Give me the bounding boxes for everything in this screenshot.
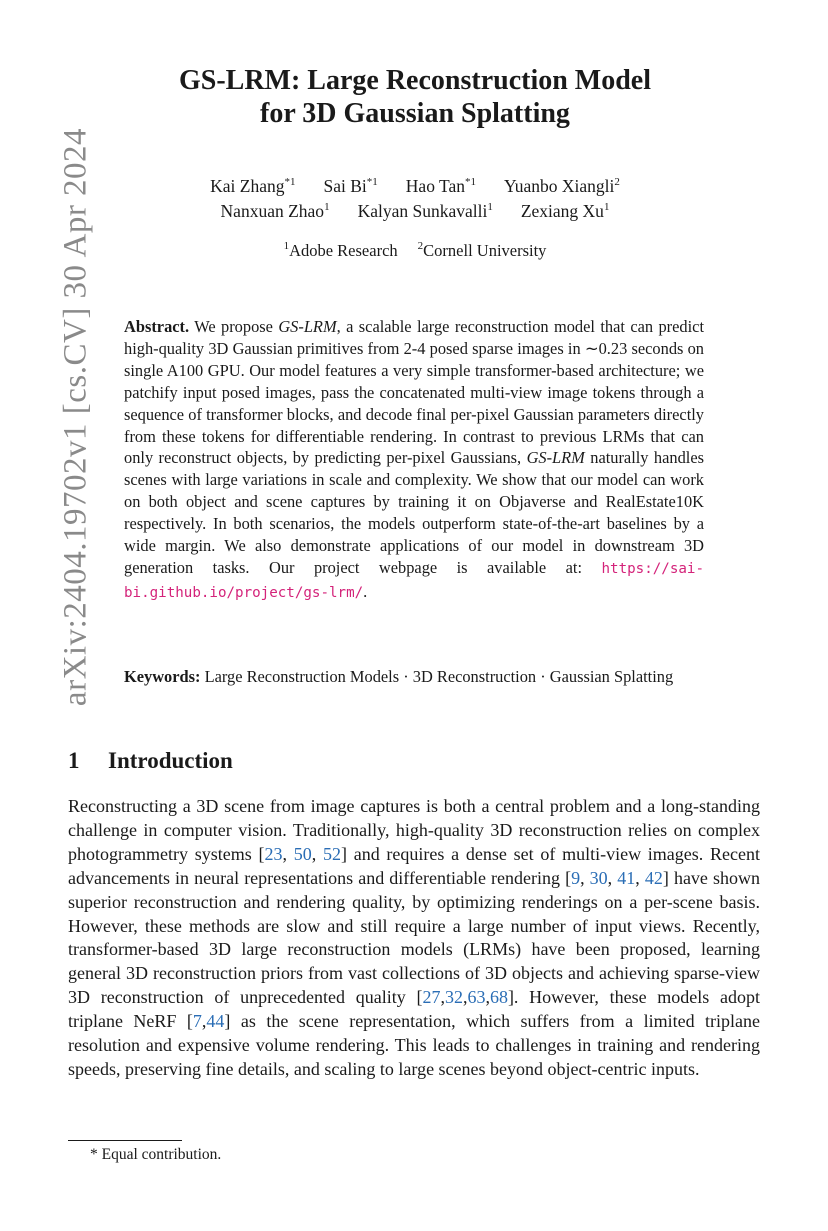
author-name: Yuanbo Xiangli [504,176,615,196]
citation[interactable]: 63 [467,987,486,1008]
keywords-label: Keywords: [124,667,201,686]
citation[interactable]: 44 [206,1011,225,1032]
abstract-text: . [363,581,368,601]
paragraph-text: ]. However, these models adopt triplane NeRF [ [68,987,760,1032]
introduction-paragraph: Reconstructing a 3D scene from image captures is both a central problem and a long-standing challenge in computer vision. Traditionally, high-quality 3D reconstruction relies on complex photogrammetry systems [23, 50, 52] and requires a dense set of multi-view images. Recent advancements in neural representations and differentiable rendering [9, 30, 41, 42] have shown superior reconstruction and rendering quality, by optimizing renderings on a per-scene basis. However, these methods are slow and still require a large number of input views. Recently, transformer-based 3D large reconstruction models (LRMs) have been proposed, learning general 3D reconstruction priors from vast collections of 3D objects and achieving sparse-view 3D reconstruction of unprecedented quality [27,32,63,68]. However, these models adopt triplane NeRF [7,44] as the scene representation, which suffers from a limited triplane resolution and expensive volume rendering. This leads to challenges in training and rendering speeds, preserving fine details, and scaling to large scenes beyond object-centric inputs. [68,796,761,1079]
affiliation-mark: 1 [283,240,290,252]
paragraph-text: ] as the scene representation, which suffers from a limited triplane resolution and expensive volume rendering. This leads to challenges in training and rendering speeds, preserving fine details, and scaling to large scenes beyond object-centric inputs. [68,1011,761,1079]
affiliations [90,241,740,261]
abstract-text: , a scalable large reconstruction model that can predict high-quality 3D Gaussian primitives from 2-4 posed sparse images in ∼0.23 seconds on single A100 GPU. Our model features a very simple transformer-based architecture; we patchify input posed images, pass the concatenated multi-view image tokens through a sequence of transformer blocks, and decode final per-pixel Gaussian parameters directly from these tokens for differentiable rendering. In contrast to previous LRMs that can only reconstruct objects, by predicting per-pixel Gaussians, [124,317,704,468]
arxiv-identifier [56,62,96,772]
author-name: Kai Zhang [210,176,285,196]
author [504,176,620,196]
author [221,201,330,221]
author-mark: *1 [366,176,378,188]
abstract-text: We propose [189,317,279,336]
model-name: GS-LRM [278,317,337,336]
paragraph-text: ] have shown superior reconstruction and rendering quality, by optimizing renderings on a per-scene basis. However, these methods are slow and still require a large number of input views. Recently, transformer-based 3D large reconstruction models (LRMs) have been proposed, learning general 3D reconstruction priors from vast collections of 3D objects and achieving sparse-view 3D reconstruction of unprecedented quality [ [68,867,761,1008]
footnote-mark: * [90,1146,98,1163]
footnote-text: Equal contribution. [97,1146,222,1163]
citation[interactable]: 50 [293,843,312,864]
citation[interactable]: 23 [264,843,283,864]
project-webpage-link[interactable]: https://sai-bi.github.io/project/gs-lrm/ [124,560,704,601]
author-mark: 1 [487,201,493,213]
paragraph-text: Reconstructing a 3D scene from image captures is both a central problem and a long-standing challenge in computer vision. Traditionally, high-quality 3D reconstruction relies on complex photogrammetry systems [ [68,796,760,864]
author-name: Sai Bi [323,176,367,196]
author-mark: 1 [324,201,330,213]
affiliation-mark: 2 [417,240,424,252]
affiliation [418,241,547,260]
author-mark: 2 [614,176,620,188]
section-title: Introduction [108,748,233,773]
citation[interactable]: 32 [444,987,463,1008]
author [324,176,378,196]
section-heading [68,748,233,774]
affiliation-name: Adobe Research [289,241,398,260]
author-name: Zexiang Xu [520,201,604,221]
citation[interactable]: 68 [489,987,508,1008]
footnote [90,1146,221,1164]
citation[interactable]: 7 [192,1011,202,1032]
author [521,201,610,221]
paragraph-text: ] and requires a dense set of multi-view images. Recent advancements in neural representations and differentiable rendering [ [68,843,761,888]
author-row-1 [90,174,740,199]
title-line-1: GS-LRM: Large Reconstruction Model [178,65,652,96]
abstract-label: Abstract. [124,317,190,336]
citation[interactable]: 41 [617,867,636,888]
author-name: Nanxuan Zhao [220,201,325,221]
author-name: Hao Tan [405,176,465,196]
keywords [124,666,704,688]
citation[interactable]: 42 [644,867,663,888]
arxiv-identifier-text: arXiv:2404.19702v1 [cs.CV] 30 Apr 2024 [57,127,94,707]
author-mark: *1 [465,176,476,188]
abstract-text: naturally handles scenes with large variations in scale and complexity. We show that our model can work on both object and scene captures by training it on Objaverse and RealEstate10K respectively. In both scenarios, the models outperform state-of-the-art baselines by a wide margin. We also demonstrate applications of our model in downstream 3D generation tasks. Our project webpage is available at: [124,448,704,577]
citation[interactable]: 9 [571,867,581,888]
author-list [90,174,740,224]
affiliation-name: Cornell University [423,241,547,260]
citation[interactable]: 52 [322,843,341,864]
section-number: 1 [68,748,80,773]
paper-title [90,64,740,130]
citation[interactable]: 30 [589,867,608,888]
author-row-2 [90,199,740,224]
author-name: Kalyan Sunkavalli [357,201,488,221]
title-line-2: for 3D Gaussian Splatting [260,98,570,129]
author [406,176,476,196]
author-mark: 1 [603,201,610,213]
keywords-text: Large Reconstruction Models · 3D Reconstruction · Gaussian Splatting [200,667,674,686]
author [210,176,295,196]
footnote-rule [68,1140,182,1141]
author [358,201,493,221]
author-mark: *1 [284,176,296,188]
model-name: GS-LRM [526,448,585,468]
citation[interactable]: 27 [422,987,441,1008]
abstract [124,316,704,605]
affiliation [284,241,398,260]
